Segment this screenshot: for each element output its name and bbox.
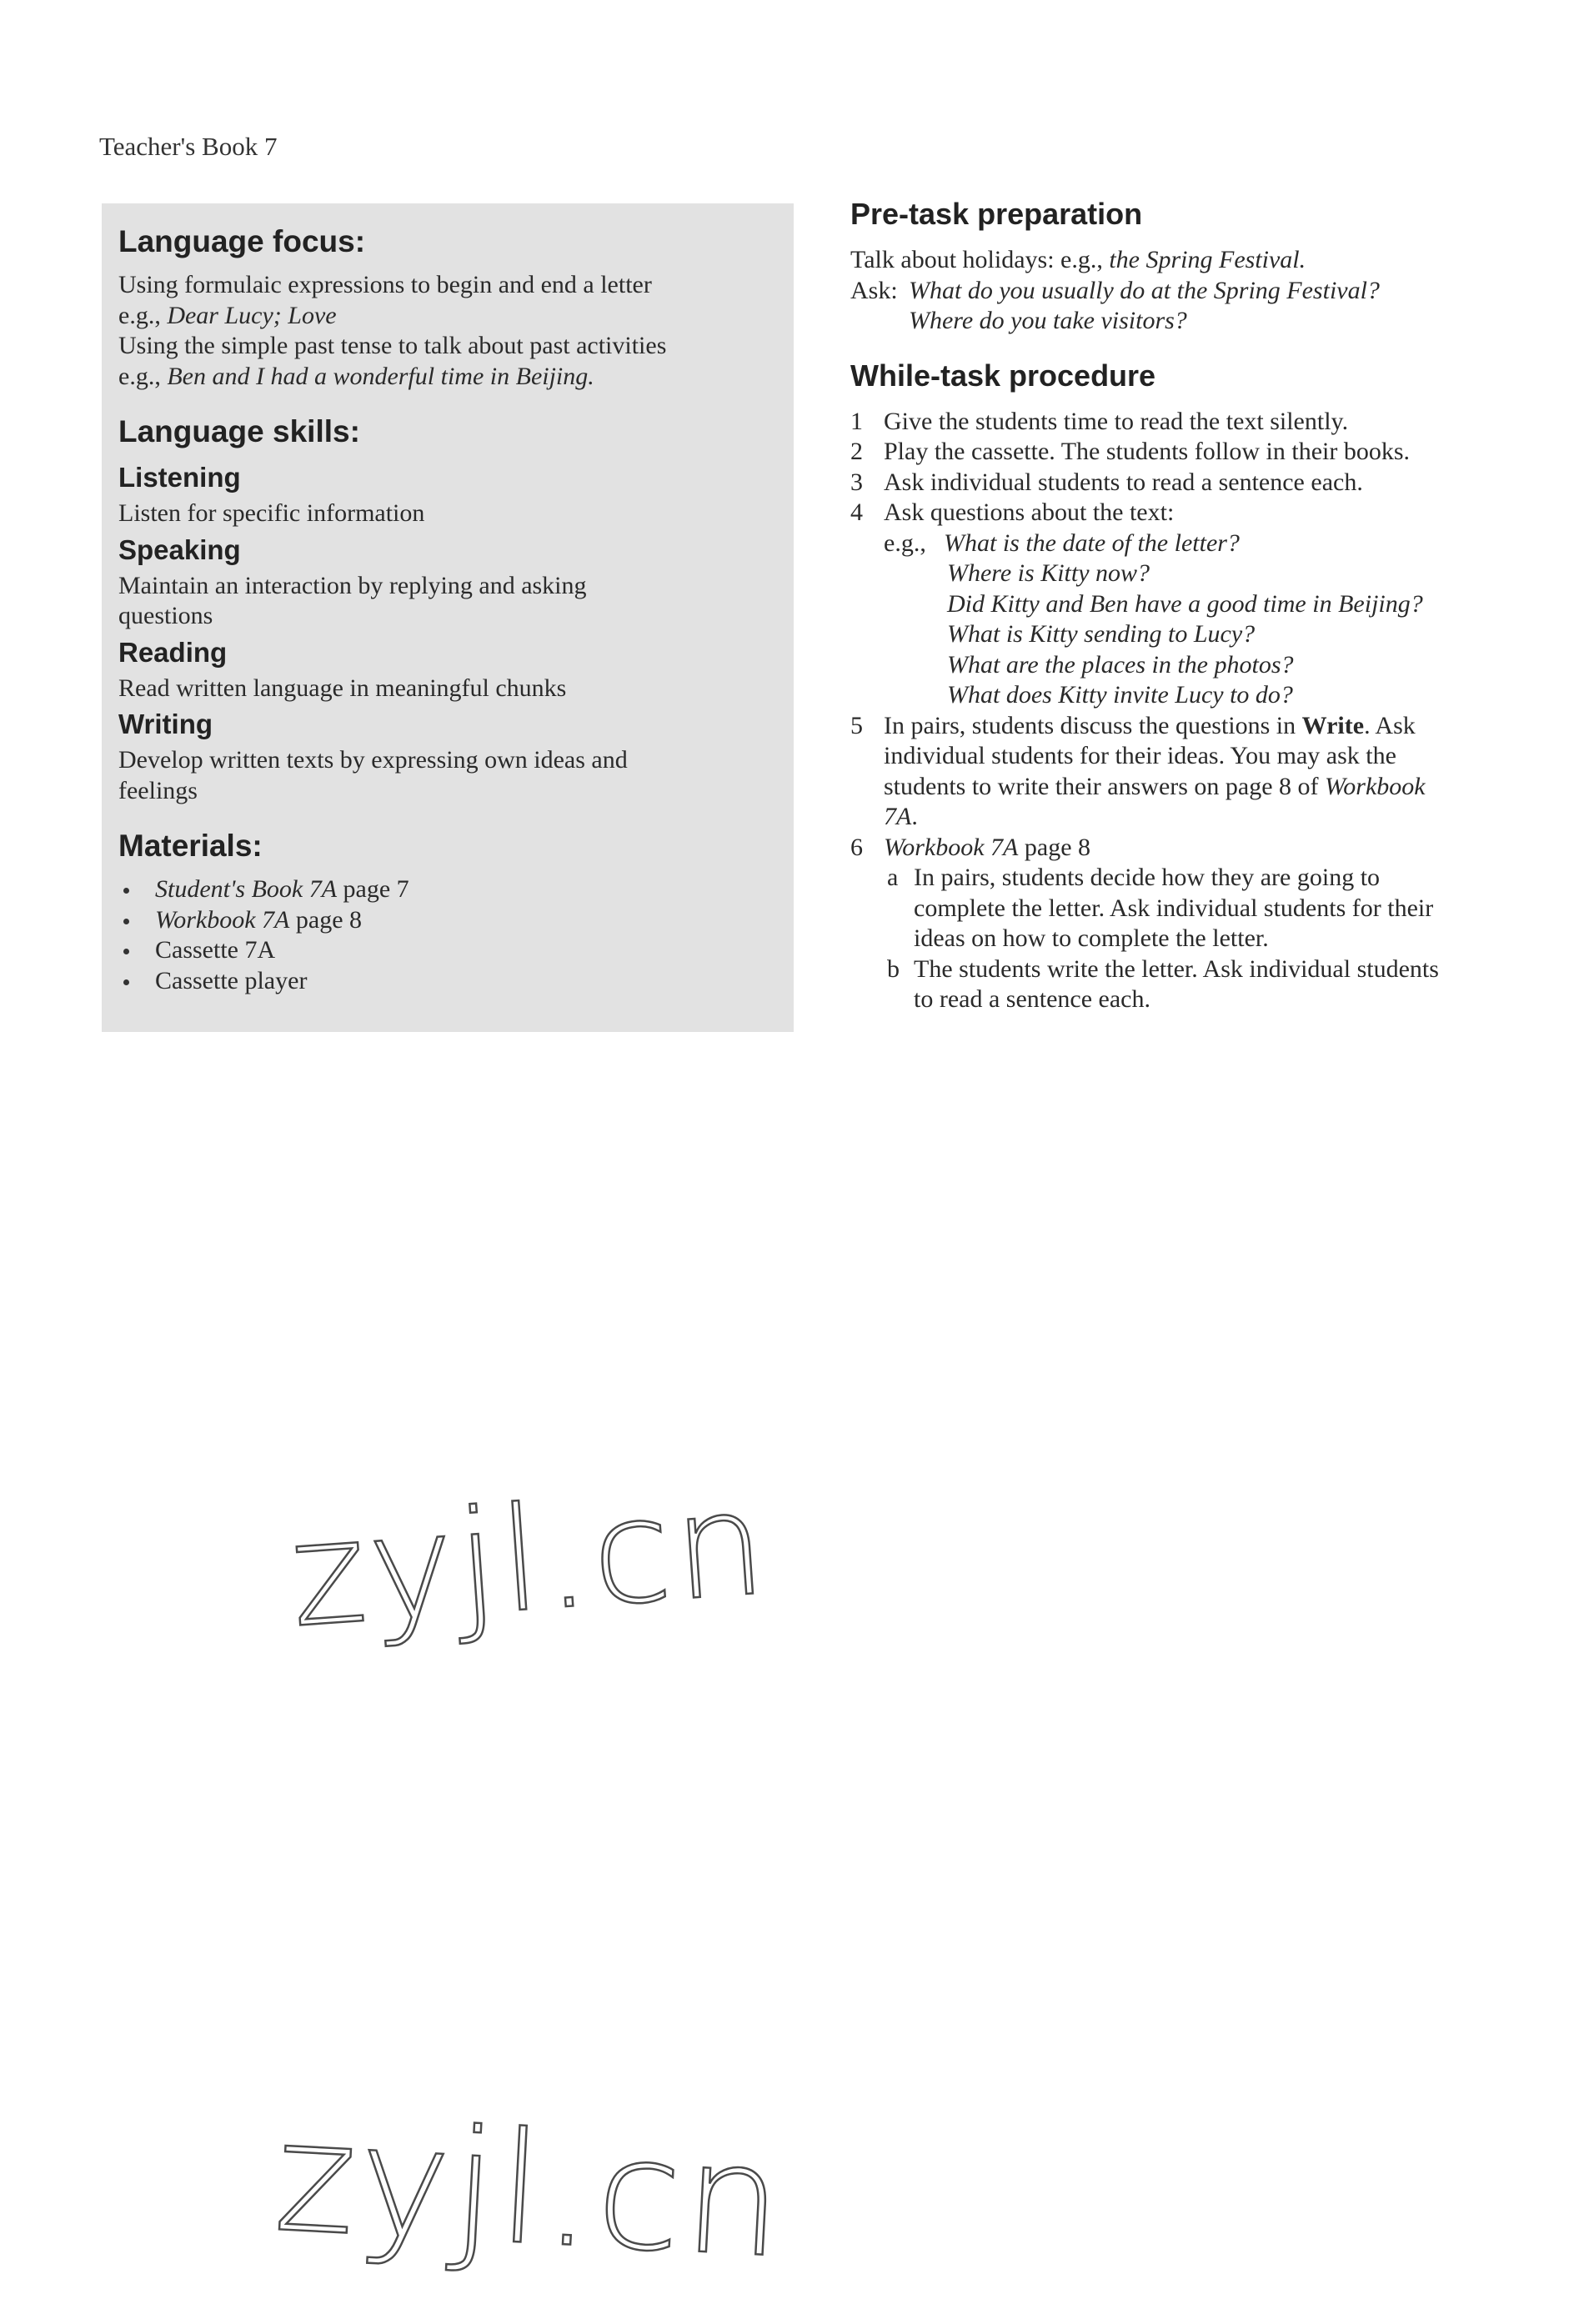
sub-step-b: b The students write the letter. Ask individual students to read a sentence each. [887,954,1439,1013]
speaking-text: questions [118,602,213,629]
speaking-heading: Speaking [118,533,241,565]
step-5: 5 In pairs, students discuss the questions in Write. Ask individual students for their ideas. You may ask the students to write their answers on page 8 of Workbook 7A. [850,711,1426,830]
pre-task-heading: Pre-task preparation [850,197,1143,231]
language-focus-line: Using the simple past tense to talk about past activities [118,332,667,359]
watermark: zyjl.cn [284,1459,774,1660]
example-question: What is Kitty sending to Lucy? [947,620,1256,648]
reading-text: Read written language in meaningful chunks [118,674,567,702]
listening-text: Listen for specific information [118,499,425,527]
pre-task-ask: Ask: What do you usually do at the Spring Festival? [850,276,1380,304]
sub-step-a: a In pairs, students decide how they are going to complete the letter. Ask individual students for their ideas on how to complete the letter. [887,864,1434,952]
example-question: What are the places in the photos? [947,650,1294,679]
step-3: 3 Ask individual students to read a sentence each. [850,468,1363,496]
language-focus-line: Using formulaic expressions to begin and end a letter [118,271,652,298]
writing-text: feelings [118,776,198,804]
reading-heading: Reading [118,636,228,668]
step-4: 4 Ask questions about the text: [850,498,1175,526]
running-head: Teacher's Book 7 [99,132,278,161]
while-task-heading: While-task procedure [850,358,1156,393]
language-focus-example: e.g., Dear Lucy; Love [118,301,337,329]
example-question: e.g., What is the date of the letter? [884,528,1240,557]
example-question: Did Kitty and Ben have a good time in Beijing? [947,589,1423,618]
materials-heading: Materials: [118,829,263,863]
list-item: Cassette player [118,966,777,997]
example-question: What does Kitty invite Lucy to do? [947,681,1293,709]
step-2: 2 Play the cassette. The students follow in their books. [850,438,1411,465]
list-item: Cassette 7A [118,935,777,966]
step-6: 6 Workbook 7A page 8 [850,833,1091,861]
watermark: zyjl.cn [270,2087,790,2292]
example-question: Where is Kitty now? [947,559,1150,587]
language-focus-example: e.g., Ben and I had a wonderful time in Beijing. [118,362,594,390]
list-item: Student's Book 7A page 7 [118,874,777,905]
pre-task-ask: Where do you take visitors? [909,307,1187,334]
speaking-text: Maintain an interaction by replying and asking [118,571,587,599]
info-box [102,203,794,1032]
step-1: 1 Give the students time to read the text silently. [850,407,1349,435]
list-item: Workbook 7A page 8 [118,905,777,936]
writing-heading: Writing [118,709,213,739]
right-column [850,193,1542,1015]
writing-text: Develop written texts by expressing own ideas and [118,746,628,774]
materials-list [118,874,777,996]
language-focus-heading: Language focus: [118,224,366,258]
pre-task-line: Talk about holidays: e.g., the Spring Festival. [850,246,1306,273]
listening-heading: Listening [118,462,241,493]
language-skills-heading: Language skills: [118,414,360,448]
